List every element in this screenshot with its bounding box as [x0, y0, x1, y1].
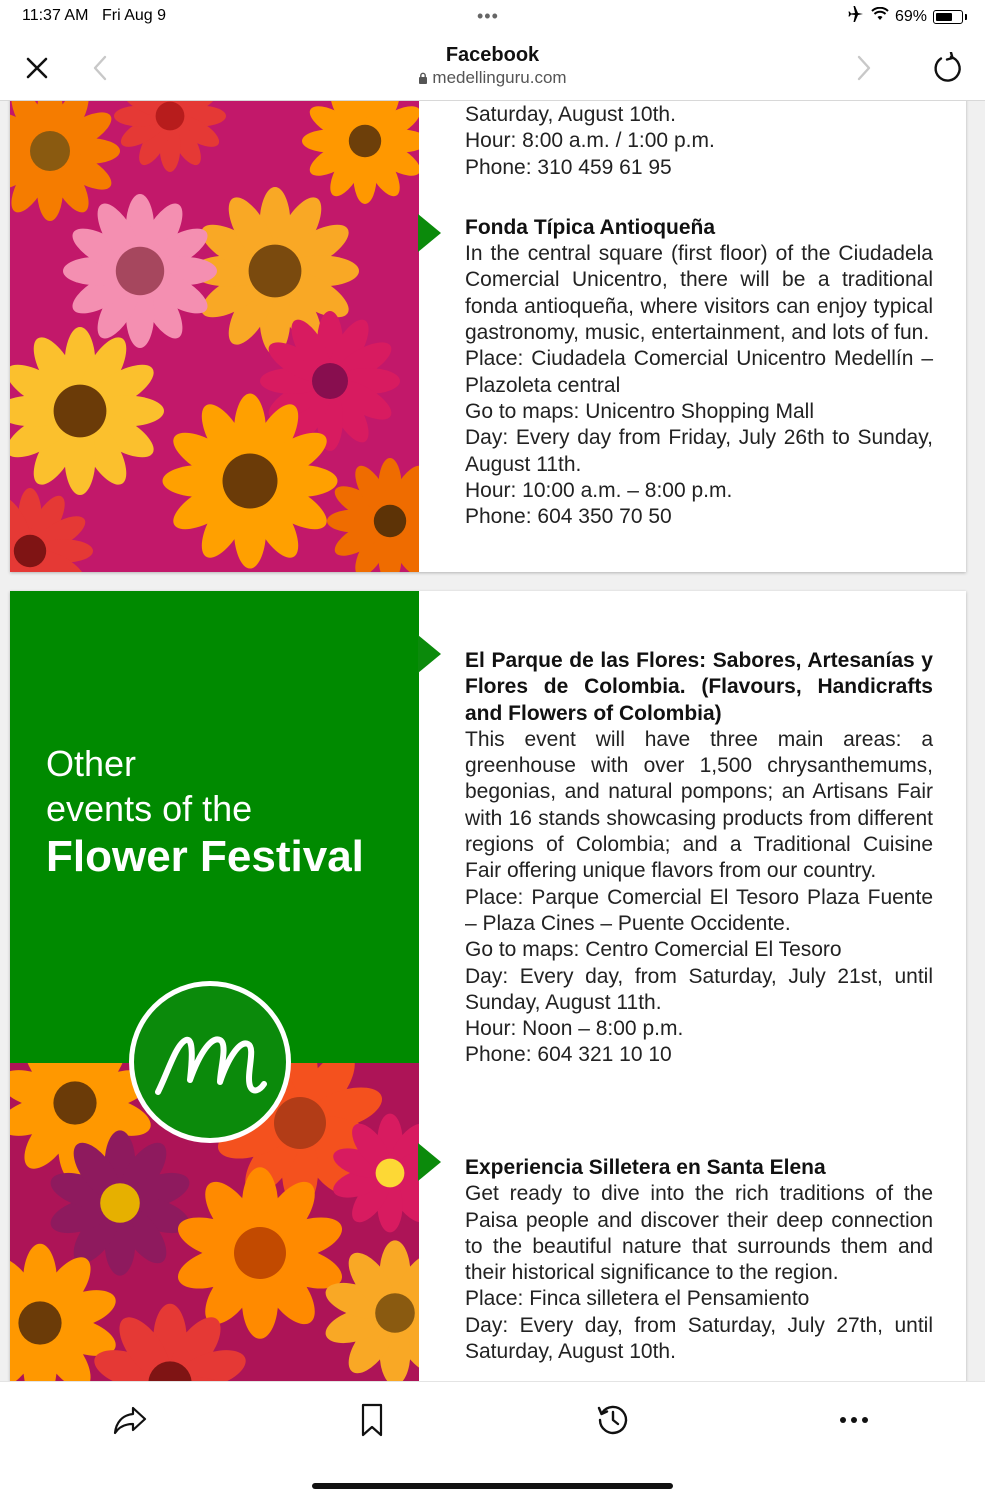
- silletera-heading: Experiencia Silletera en Santa Elena: [465, 1156, 826, 1179]
- silletera-place: Place: Finca silletera el Pensamiento: [465, 1287, 810, 1311]
- more-button[interactable]: [832, 1400, 876, 1440]
- prev-event-phone: Phone: 310 459 61 95: [465, 155, 672, 179]
- fonda-phone: Phone: 604 350 70 50: [465, 505, 672, 529]
- flower-photo-top: [10, 101, 419, 572]
- web-content[interactable]: [0, 101, 985, 1381]
- section-arrow: [418, 635, 441, 673]
- airplane-mode-icon: [847, 6, 865, 27]
- banner-line-1: Other: [46, 743, 137, 784]
- reload-button[interactable]: [927, 48, 967, 88]
- history-icon: [596, 1403, 630, 1437]
- prev-event-day: Saturday, August 10th.: [465, 103, 676, 126]
- page-title: Facebook: [445, 44, 540, 66]
- fonda-day: Day: Every day from Friday, July 26th to Sunday, August 11th.: [465, 426, 933, 476]
- status-indicators: [847, 6, 963, 27]
- banner-line-2: events of the: [46, 788, 253, 829]
- battery-percent: 69%: [894, 7, 927, 25]
- status-bar: [0, 0, 985, 34]
- battery-icon: [933, 10, 963, 24]
- parque-place: Place: Parque Comercial El Tesoro Plaza Fuente – Plaza Cines – Puente Occidente.: [465, 885, 933, 935]
- fonda-text: [465, 102, 933, 530]
- share-button[interactable]: [108, 1400, 152, 1440]
- section-arrow: [418, 214, 441, 252]
- banner-heading: [46, 741, 364, 883]
- fonda-maps-link[interactable]: Go to maps: Unicentro Shopping Mall: [465, 399, 815, 423]
- parque-heading: El Parque de las Flores: Sabores, Artesanías y Flores de Colombia. (Flavours, Handicrafts and Flowers of Colombia): [465, 649, 933, 725]
- home-indicator[interactable]: [312, 1483, 673, 1489]
- wifi-icon: [871, 7, 889, 26]
- parque-description: This event will have three main areas: a greenhouse with over 1,500 chrysanthemums, begonias, and natural pompons; an Artisans Fair with 16 stands showcasing products from different regions of Colombia; and a Traditional Cuisine Fair offering unique flavors from our country.: [465, 727, 933, 883]
- bookmark-icon: [360, 1403, 384, 1437]
- fonda-description: In the central square (first floor) of the Ciudadela Comercial Unicentro, there will be a traditional fonda antioqueña, where visitors can enjoy typical gastronomy, music, entertainment, and lots of fun.: [465, 242, 933, 345]
- browser-nav-bar: [0, 34, 985, 101]
- m-logo-icon: [150, 1022, 270, 1102]
- silletera-day: Day: Every day, from Saturday, July 27th, until Saturday, August 10th.: [465, 1313, 933, 1364]
- chevron-right-icon: [856, 55, 872, 81]
- parque-hour: Hour: Noon – 8:00 p.m.: [465, 1017, 684, 1041]
- page-domain: [0, 68, 985, 88]
- history-button[interactable]: [591, 1400, 635, 1440]
- parque-phone: Phone: 604 321 10 10: [465, 1043, 672, 1067]
- prev-event-hour: Hour: 8:00 a.m. / 1:00 p.m.: [465, 129, 715, 153]
- silletera-text: [465, 1155, 933, 1365]
- silletera-description: Get ready to dive into the rich traditions of the Paisa people and discover their deep connection to the beautiful nature that surrounds them and their historical significance to the region.: [465, 1182, 933, 1285]
- event-card-fonda: [10, 101, 966, 572]
- parque-text: [465, 648, 933, 1069]
- domain-text: medellinguru.com: [432, 68, 567, 87]
- fonda-hour: Hour: 10:00 a.m. – 8:00 p.m.: [465, 478, 733, 502]
- lock-icon: [418, 72, 428, 84]
- status-time: 11:37 AM: [22, 7, 89, 24]
- bookmark-button[interactable]: [350, 1400, 394, 1440]
- fonda-heading: Fonda Típica Antioqueña: [465, 215, 716, 239]
- battery-fill: [936, 13, 952, 21]
- share-icon: [113, 1405, 147, 1435]
- reload-icon: [931, 52, 963, 84]
- medellinguru-logo: [129, 981, 291, 1143]
- status-date: Fri Aug 9: [102, 7, 167, 24]
- banner-line-3: Flower Festival: [46, 832, 364, 881]
- parque-maps-link[interactable]: Go to maps: Centro Comercial El Tesoro: [465, 938, 842, 962]
- forward-button[interactable]: [844, 48, 884, 88]
- parque-day: Day: Every day, from Saturday, July 21st, until Sunday, August 11th.: [465, 964, 933, 1014]
- multitasking-dots-icon[interactable]: •••: [477, 6, 499, 26]
- section-arrow: [418, 1143, 441, 1181]
- more-icon: [839, 1416, 869, 1424]
- fonda-place: Place: Ciudadela Comercial Unicentro Medellín – Plazoleta central: [465, 347, 933, 397]
- flower-photo-top-image: [10, 101, 419, 572]
- event-card-other-events: [10, 591, 966, 1381]
